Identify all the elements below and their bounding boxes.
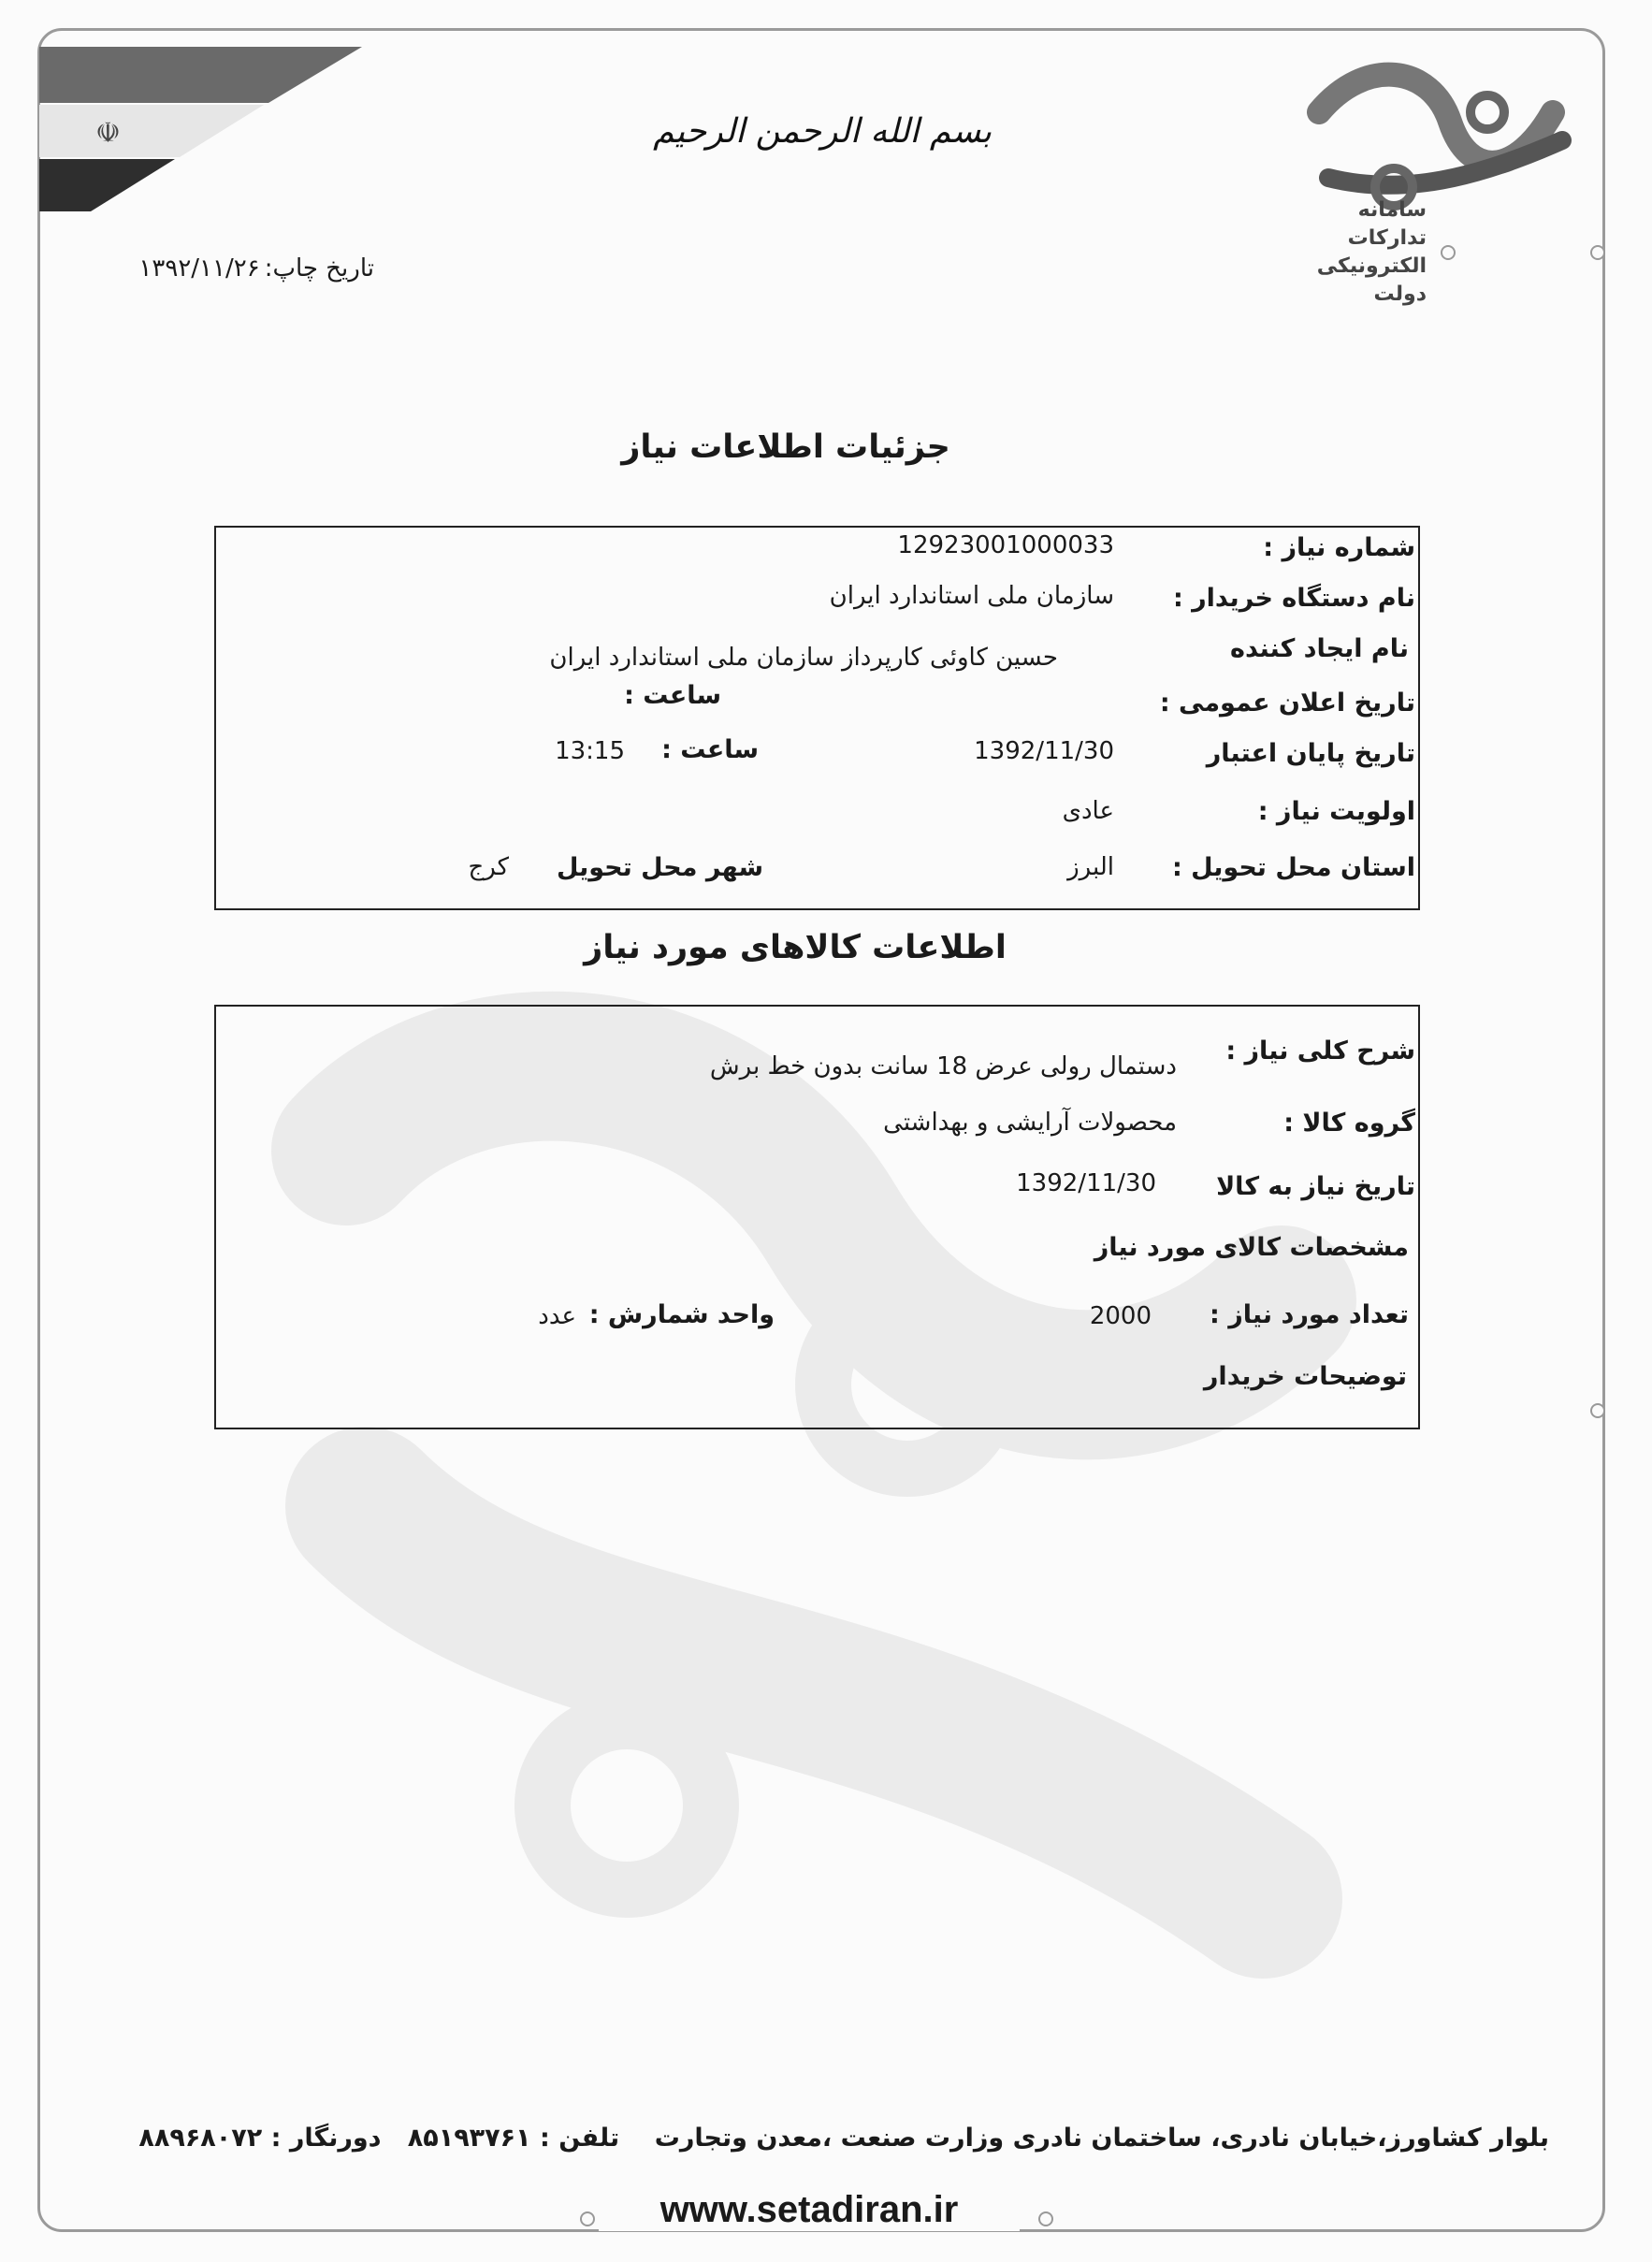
bismillah-text: بسم الله الرحمن الرحیم bbox=[653, 112, 992, 151]
expiry-label: تاریخ پایان اعتبار bbox=[1206, 739, 1415, 768]
quantity-value: 2000 bbox=[1089, 1302, 1152, 1330]
quantity-label: تعداد مورد نیاز : bbox=[1210, 1300, 1409, 1329]
need-date-value: 1392/11/30 bbox=[1016, 1169, 1156, 1197]
announce-time-label: ساعت : bbox=[624, 681, 721, 710]
footer-website-link[interactable]: www.setadiran.ir bbox=[599, 2189, 1020, 2231]
province-label: استان محل تحویل : bbox=[1171, 853, 1415, 882]
city-label: شهر محل تحویل bbox=[556, 853, 763, 882]
print-date bbox=[94, 254, 374, 283]
expiry-date-value: 1392/11/30 bbox=[974, 737, 1114, 765]
section-title-need-details: جزئیات اطلاعات نیاز bbox=[621, 428, 950, 466]
section-title-goods-info: اطلاعات کالاهای مورد نیاز bbox=[584, 929, 1007, 966]
print-date-value: ۱۳۹۲/۱۱/۲۶ bbox=[138, 254, 260, 283]
print-date-label: تاریخ چاپ: bbox=[264, 254, 374, 283]
footer-phone: ۸۵۱۹۳۷۶۱ bbox=[407, 2124, 531, 2153]
footer-fax-label: دورنگار : bbox=[270, 2124, 382, 2153]
description-label: شرح کلی نیاز : bbox=[1225, 1037, 1415, 1066]
creator-value: حسین کاوئی کارپرداز سازمان ملی استاندارد ایران bbox=[549, 644, 1058, 672]
buyer-label: نام دستگاه خریدار : bbox=[1172, 584, 1415, 613]
specs-label: مشخصات کالای مورد نیاز bbox=[1094, 1233, 1409, 1262]
footer-address: بلوار کشاورز،خیابان نادری، ساختمان نادری وزارت صنعت ،معدن وتجارت bbox=[654, 2124, 1549, 2153]
footer-address-line bbox=[138, 2124, 1549, 2153]
footer-fax: ۸۸۹۶۸۰۷۲ bbox=[138, 2124, 263, 2153]
city-value: کرج bbox=[468, 853, 509, 881]
frame-dot bbox=[1590, 1403, 1605, 1418]
iran-flag-emblem bbox=[39, 37, 376, 225]
need-number-value: 12923001000033 bbox=[897, 531, 1114, 559]
expiry-time-value: 13:15 bbox=[555, 737, 625, 765]
frame-dot bbox=[1590, 245, 1605, 260]
need-number-label: شماره نیاز : bbox=[1263, 533, 1415, 562]
emblem-icon: ☫ bbox=[95, 117, 121, 150]
description-value: دستمال رولی عرض 18 سانت بدون خط برش bbox=[709, 1052, 1177, 1080]
priority-value: عادی bbox=[1062, 797, 1114, 825]
group-label: گروه کالا : bbox=[1283, 1109, 1415, 1138]
priority-label: اولویت نیاز : bbox=[1257, 797, 1415, 826]
province-value: البرز bbox=[1067, 853, 1114, 881]
unit-label: واحد شمارش : bbox=[588, 1300, 775, 1329]
footer-phone-label: تلفن : bbox=[540, 2124, 620, 2153]
logo-caption: سامانه تدارکات الکترونیکی دولت bbox=[1316, 198, 1427, 306]
frame-dot bbox=[580, 2211, 595, 2226]
announce-date-label: تاریخ اعلان عمومی : bbox=[1159, 689, 1415, 718]
expiry-time-label: ساعت : bbox=[661, 735, 759, 764]
frame-dot bbox=[1038, 2211, 1053, 2226]
buyer-value: سازمان ملی استاندارد ایران bbox=[829, 582, 1114, 610]
unit-value: عدد bbox=[538, 1302, 576, 1330]
buyer-notes-label: توضیحات خریدار bbox=[1203, 1362, 1407, 1391]
group-value: محصولات آرایشی و بهداشتی bbox=[883, 1109, 1177, 1137]
need-date-label: تاریخ نیاز به کالا bbox=[1216, 1172, 1415, 1201]
creator-label: نام ایجاد کننده bbox=[1230, 634, 1409, 663]
